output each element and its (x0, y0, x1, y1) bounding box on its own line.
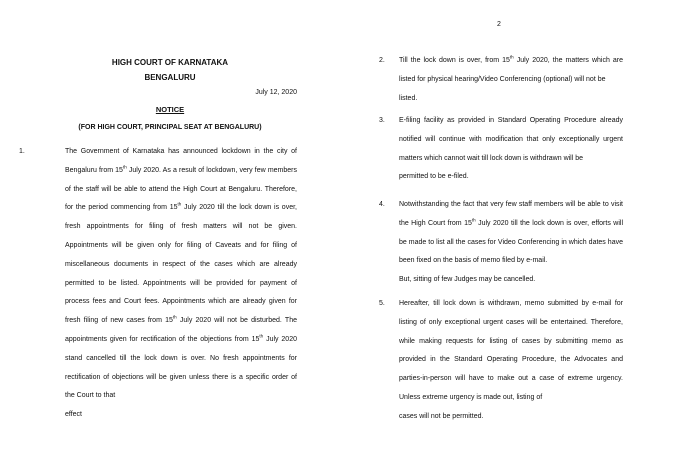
notice-date: July 12, 2020 (255, 89, 297, 96)
paragraph-1-number: 1. (19, 148, 25, 155)
paragraph-2: Till the lock down is over, from 15th July 2020, the matters which are listed for physical hearing/Video Conferencing (optional) will not be listed. (399, 54, 623, 102)
paragraph-2-number: 2. (379, 57, 385, 64)
court-city: BENGALURU (144, 73, 196, 82)
notice-subtitle: (FOR HIGH COURT, PRINCIPAL SEAT AT BENGALURU) (78, 124, 262, 131)
page-number: 2 (497, 21, 501, 28)
notice-title: NOTICE (155, 105, 185, 114)
paragraph-5-number: 5. (379, 300, 385, 307)
paragraph-1: The Government of Karnataka has announced lockdown in the city of Bengaluru from 15th July 2020. As a result of lockdown, very few members of the staff will be able to attend the High Court at Bengaluru. Therefore, for the period commencing from 15th July 2020 till the lock down is over, fresh appointments for filing of fresh matters will not be given. Appointments will be given only for filing of Caveats and for filing of miscellaneous documents in respect of the cases which are already permitted to be listed. Appointments will be provided for payment of process fees and Court fees. Appointments which are already given for fresh filing of new cases from 15th July 2020 will not be disturbed. The appointments given for rectification of the objections from 15th July 2020 stand cancelled till the lock down is over. No fresh appointments for rectification of objections will be given unless there is a specific order of the Court to that effect (65, 148, 297, 419)
paragraph-3-number: 3. (379, 117, 385, 124)
paragraph-4: Notwithstanding the fact that very few staff members will be able to visit the High Court from 15th July 2020 till the lock down is over, efforts will be made to list all the cases for Video Conferencing in which dates have been fixed on the basis of memo filed by e-mail. But, sitting of few Judges may be cancelled. (399, 201, 623, 284)
paragraph-4-number: 4. (379, 201, 385, 208)
paragraph-5: Hereafter, till lock down is withdrawn, memo submitted by e-mail for listing of only exceptional urgent cases will be entertained. Therefore, while making requests for listing of cases by submitting memo as provided in the Standard Operating Procedure, the Advocates and parties-in-person will have to make out a case of extreme urgency. Unless extreme urgency is made out, listing of cases will not be permitted. (399, 300, 623, 420)
court-name: HIGH COURT OF KARNATAKA (111, 58, 229, 67)
paragraph-3: E-filing facility as provided in Standard Operating Procedure already notified will continue with modification that only exceptionally urgent matters which cannot wait till lock down is withdrawn will be permitted to be e-filed. (399, 117, 623, 181)
